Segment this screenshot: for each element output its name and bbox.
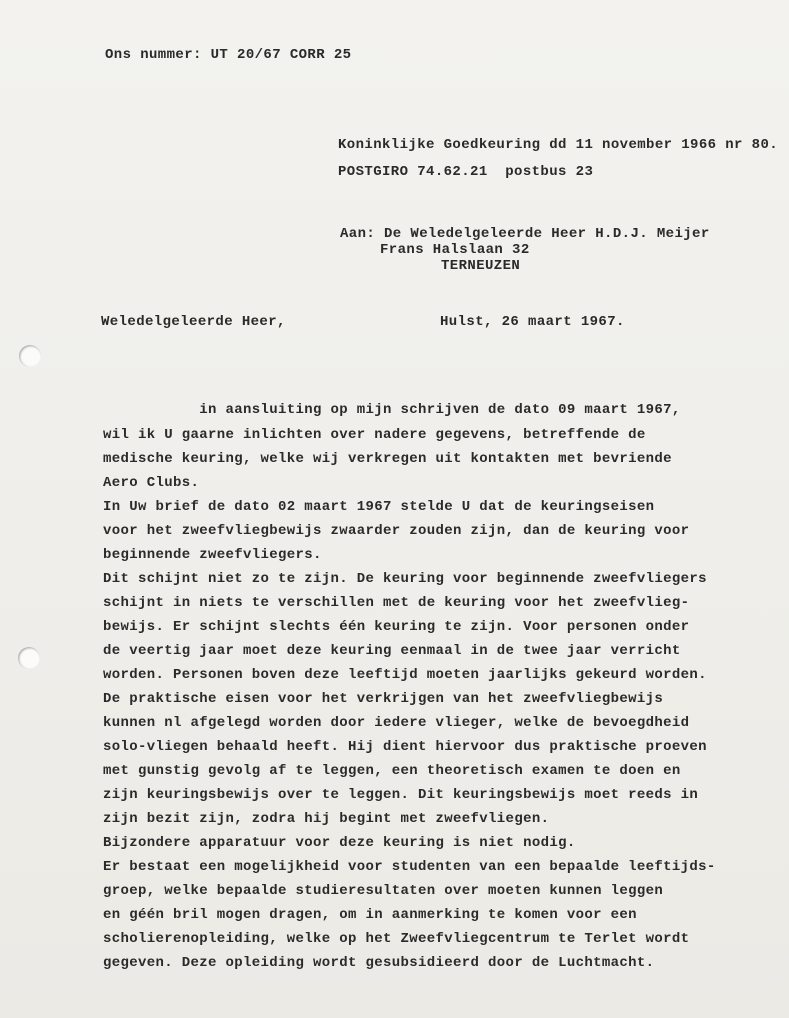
body-line: medische keuring, welke wij verkregen uit kontakten met bevriende (103, 451, 672, 467)
body-line: zijn bezit zijn, zodra hij begint met zweefvliegen. (103, 811, 550, 827)
body-line: beginnende zweefvliegers. (103, 547, 322, 563)
postgiro-line: POSTGIRO 74.62.21 postbus 23 (338, 164, 594, 180)
body-line: met gunstig gevolg af te leggen, een theoretisch examen te doen en (103, 763, 681, 779)
recipient-line-1: Aan: De Weledelgeleerde Heer H.D.J. Meijer (340, 226, 710, 242)
body-line: solo-vliegen behaald heeft. Hij dient hiervoor dus praktische proeven (103, 739, 707, 755)
body-line: kunnen nl afgelegd worden door iedere vlieger, welke de bevoegdheid (103, 715, 690, 731)
punch-hole-bottom (18, 647, 40, 669)
body-line: schijnt in niets te verschillen met de keuring voor het zweefvlieg- (103, 595, 690, 611)
reference-number: Ons nummer: UT 20/67 CORR 25 (105, 47, 352, 63)
body-line: voor het zweefvliegbewijs zwaarder zouden zijn, dan de keuring voor (103, 523, 690, 539)
punch-hole-top (19, 345, 41, 367)
body-line: wil ik U gaarne inlichten over nadere gegevens, betreffende de (103, 427, 646, 443)
body-line: worden. Personen boven deze leeftijd moeten jaarlijks gekeurd worden. (103, 667, 707, 683)
body-line: Er bestaat een mogelijkheid voor studenten van een bepaalde leeftijds- (103, 859, 716, 875)
body-line: gegeven. Deze opleiding wordt gesubsidieerd door de Luchtmacht. (103, 955, 655, 971)
salutation: Weledelgeleerde Heer, (101, 314, 286, 330)
body-line: scholierenopleiding, welke op het Zweefvliegcentrum te Terlet wordt (103, 931, 690, 947)
body-line: Bijzondere apparatuur voor deze keuring is niet nodig. (103, 835, 576, 851)
recipient-line-2: Frans Halslaan 32 (380, 242, 530, 258)
body-line: bewijs. Er schijnt slechts één keuring te zijn. Voor personen onder (103, 619, 690, 635)
body-line: in aansluiting op mijn schrijven de dato 09 maart 1967, (103, 402, 681, 418)
place-date: Hulst, 26 maart 1967. (440, 314, 625, 330)
body-line: In Uw brief de dato 02 maart 1967 stelde U dat de keuringseisen (103, 499, 655, 515)
recipient-line-3: TERNEUZEN (441, 258, 521, 274)
body-line: en géén bril mogen dragen, om in aanmerking te komen voor een (103, 907, 637, 923)
body-line: groep, welke bepaalde studieresultaten over moeten kunnen leggen (103, 883, 664, 899)
body-line: Aero Clubs. (103, 475, 200, 491)
decree-line: Koninklijke Goedkeuring dd 11 november 1966 nr 80. (338, 137, 779, 153)
body-line: Dit schijnt niet zo te zijn. De keuring voor beginnende zweefvliegers (103, 571, 707, 587)
body-line: zijn keuringsbewijs over te leggen. Dit keuringsbewijs moet reeds in (103, 787, 699, 803)
body-line: De praktische eisen voor het verkrijgen van het zweefvliegbewijs (103, 691, 664, 707)
body-line: de veertig jaar moet deze keuring eenmaal in de twee jaar verricht (103, 643, 681, 659)
